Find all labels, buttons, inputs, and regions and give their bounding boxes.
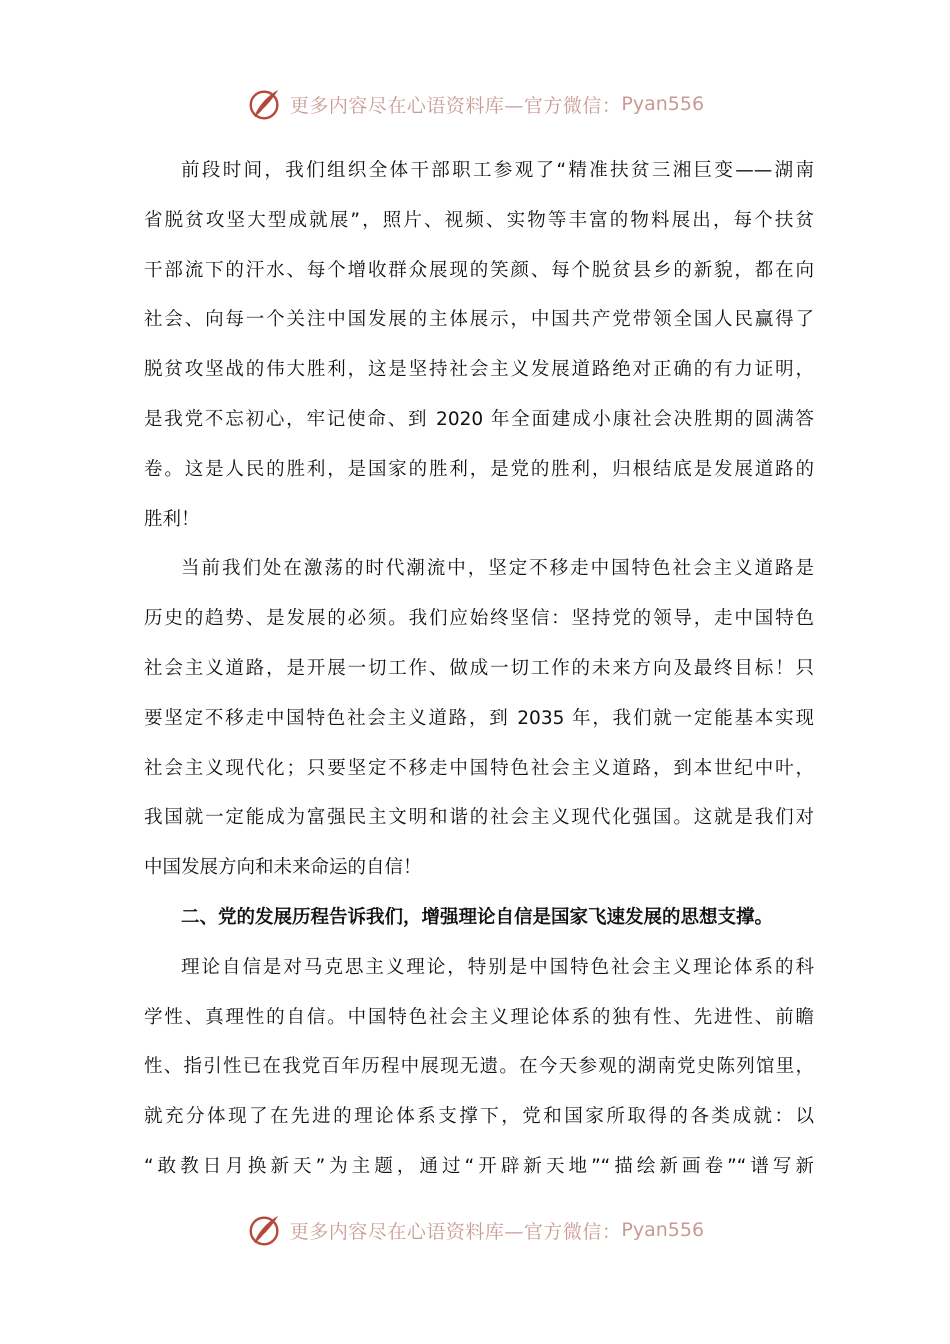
paragraph-3-line-4: 就充分体现了在先进的理论体系支撑下，党和国家所取得的各类成就：以: [144, 1106, 814, 1128]
section-heading-2: 二、党的发展历程告诉我们，增强理论自信是国家飞速发展的思想支撑。: [181, 906, 774, 928]
paragraph-3-line-5: “敢教日月换新天”为主题，通过“开辟新天地”“描绘新画卷”“谱写新: [144, 1155, 814, 1177]
quill-logo-icon: [246, 85, 284, 123]
paragraph-1-line-7: 卷。这是人民的胜利，是国家的胜利，是党的胜利，归根结底是发展道路的: [144, 458, 814, 480]
paragraph-2-line-1: 当前我们处在激荡的时代潮流中，坚定不移走中国特色社会主义道路是: [181, 558, 814, 580]
paragraph-2-line-4: 要坚定不移走中国特色社会主义道路，到 2035 年，我们就一定能基本实现: [144, 707, 814, 729]
paragraph-3-line-1: 理论自信是对马克思主义理论，特别是中国特色社会主义理论体系的科: [181, 956, 814, 978]
paragraph-2-line-2: 历史的趋势、是发展的必须。我们应始终坚信：坚持党的领导，走中国特色: [144, 608, 814, 630]
footer-banner-text: 更多内容尽在心语资料库—官方微信：: [289, 1220, 622, 1243]
paragraph-1-line-1: 前段时间，我们组织全体干部职工参观了“精准扶贫三湘巨变——湖南: [181, 160, 814, 181]
footer-watermark-banner: [0, 1210, 950, 1250]
paragraph-2-line-7: 中国发展方向和未来命运的自信！: [144, 857, 422, 879]
paragraph-1-line-5: 脱贫攻坚战的伟大胜利，这是坚持社会主义发展道路绝对正确的有力证明，: [144, 359, 814, 381]
header-watermark-banner: [0, 84, 950, 124]
paragraph-2-line-6: 我国就一定能成为富强民主文明和谐的社会主义现代化强国。这就是我们对: [144, 807, 814, 829]
paragraph-2-line-5: 社会主义现代化；只要坚定不移走中国特色社会主义道路，到本世纪中叶，: [144, 757, 814, 779]
header-wechat-id: Pyan556: [621, 93, 705, 115]
document-body: [144, 146, 814, 1192]
paragraph-1-line-3: 干部流下的汗水、每个增收群众展现的笑颜、每个脱贫县乡的新貌，都在向: [144, 259, 814, 281]
quill-logo-icon: [246, 1211, 284, 1249]
paragraph-3-line-2: 学性、真理性的自信。中国特色社会主义理论体系的独有性、先进性、前瞻: [144, 1006, 814, 1028]
paragraph-1-line-2: 省脱贫攻坚大型成就展”，照片、视频、实物等丰富的物料展出，每个扶贫: [144, 209, 814, 231]
paragraph-1-line-8: 胜利！: [144, 508, 200, 530]
paragraph-3-line-3: 性、指引性已在我党百年历程中展现无遗。在今天参观的湖南党史陈列馆里，: [144, 1056, 814, 1078]
footer-wechat-id: Pyan556: [621, 1219, 705, 1241]
paragraph-2-line-3: 社会主义道路，是开展一切工作、做成一切工作的未来方向及最终目标！只: [144, 657, 814, 679]
paragraph-1-line-6: 是我党不忘初心，牢记使命、到 2020 年全面建成小康社会决胜期的圆满答: [144, 408, 814, 430]
header-banner-text: 更多内容尽在心语资料库—官方微信：: [289, 94, 622, 117]
paragraph-1-line-4: 社会、向每一个关注中国发展的主体展示，中国共产党带领全国人民赢得了: [144, 309, 814, 331]
